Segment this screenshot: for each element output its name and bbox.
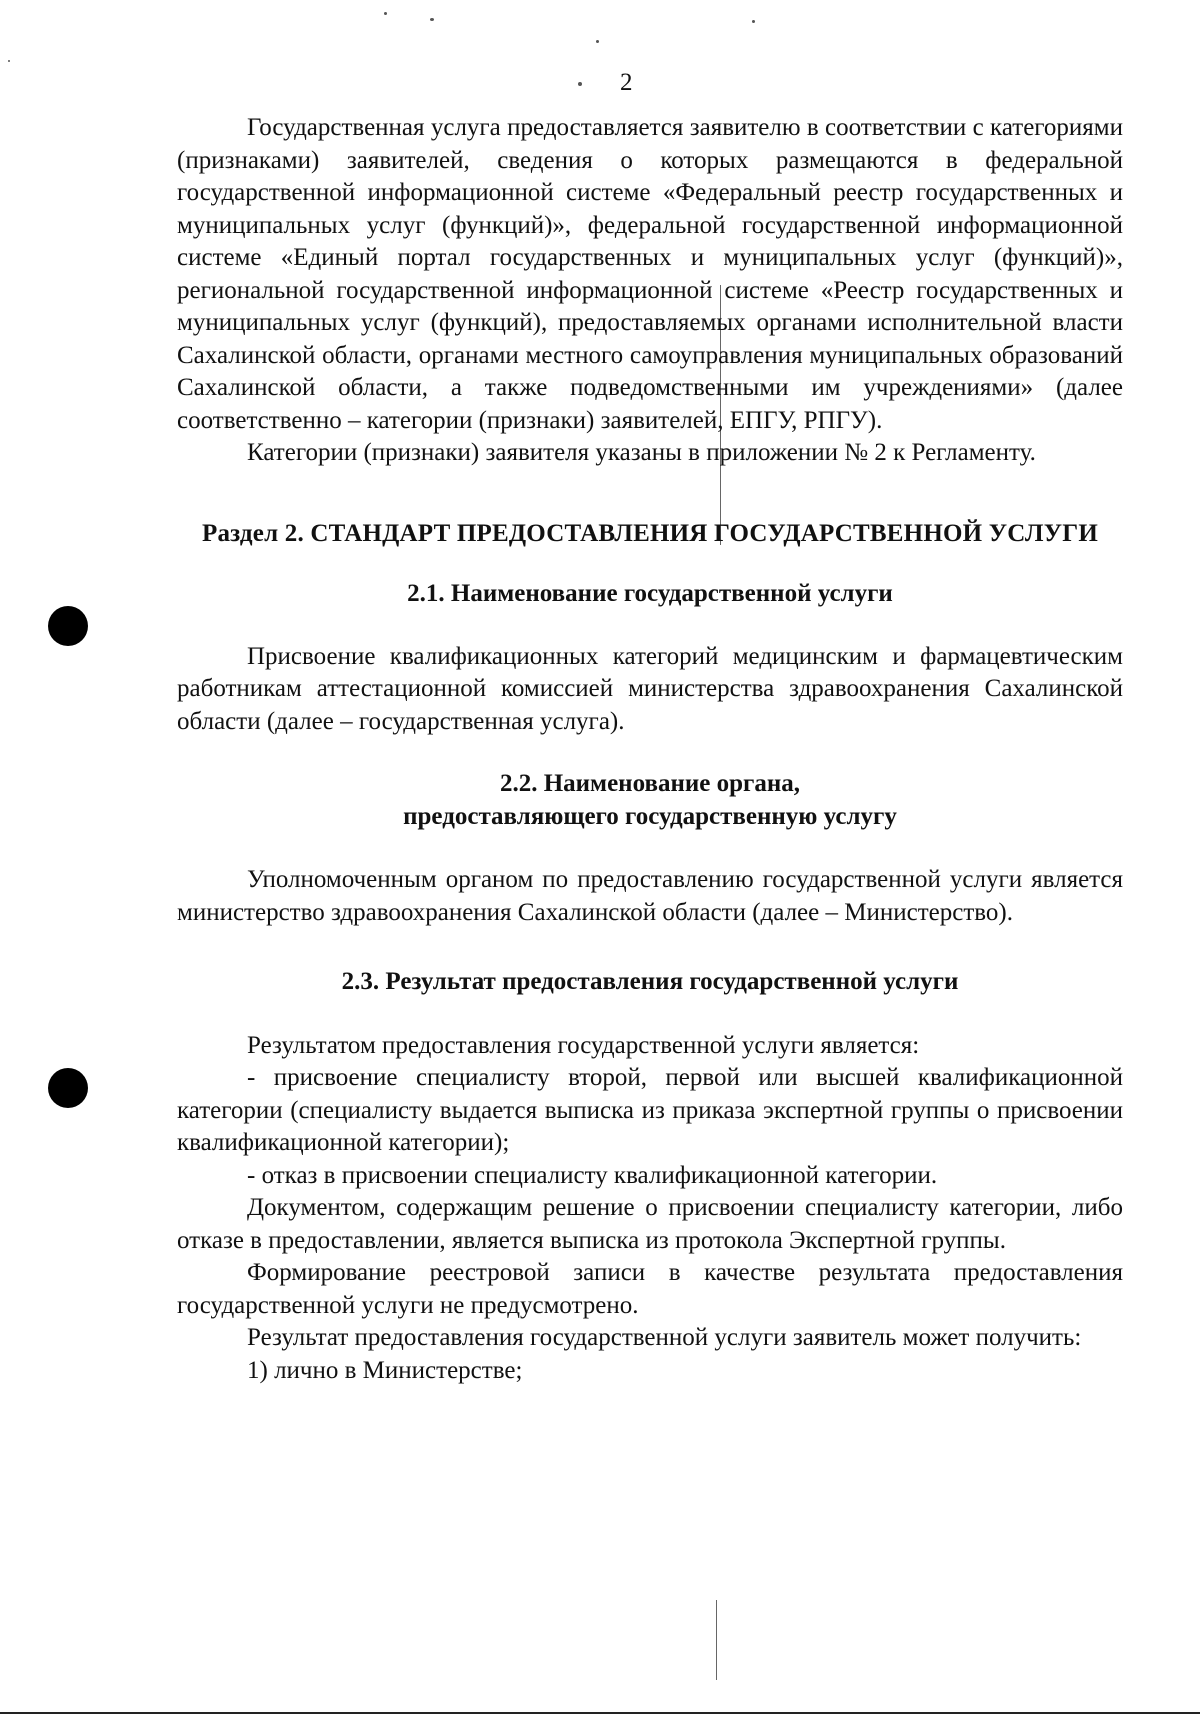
subsection-2-1-title: 2.1. Наименование государственной услуги (407, 580, 893, 607)
subsection-2-2-title-line-1: 2.2. Наименование органа, (499, 770, 801, 797)
section-heading: Раздел 2. СТАНДАРТ ПРЕДОСТАВЛЕНИЯ ГОСУДАРСТВЕННОЙ УСЛУГИ (201, 519, 1099, 547)
page-number: 2 (620, 69, 633, 96)
scan-speck (752, 20, 755, 23)
scan-speck (596, 40, 599, 43)
subsection-2-3-paragraph: - присвоение специалисту второй, первой или высшей квалификационной категории (специалисту выдается выписка из приказа экспертной группы о присвоении квалификационной категории); (177, 1064, 1123, 1156)
subsection-2-3-paragraph: 1) лично в Министерстве; (247, 1356, 523, 1384)
scan-speck (384, 12, 387, 15)
subsection-2-1-text: Присвоение квалификационных категорий медицинским и фармацевтическим работникам аттестационной комиссией министерства здравоохранения Сахалинской области (далее – государственная услуга). (177, 642, 1123, 735)
scan-fold-line-lower (716, 1600, 717, 1680)
page-bottom-edge (0, 1712, 1200, 1714)
subsection-2-3-paragraph: - отказ в присвоении специалисту квалификационной категории. (247, 1161, 938, 1189)
subsection-2-3-paragraph: Результат предоставления государственной услуги заявитель может получить: (247, 1324, 1082, 1351)
intro-paragraph-appendix-reference: Категории (признаки) заявителя указаны в приложении № 2 к Регламенту. (247, 439, 1036, 466)
scan-speck (430, 18, 434, 21)
punch-hole-top (48, 606, 88, 646)
subsection-2-2-title-line-2: предоставляющего государственную услугу (403, 802, 897, 830)
subsection-2-3-paragraph: Формирование реестровой записи в качестве результата предоставления государственной услуги не предусмотрено. (177, 1259, 1123, 1319)
punch-hole-bottom (48, 1068, 88, 1108)
subsection-2-3-title: 2.3. Результат предоставления государственной услуги (341, 968, 959, 995)
scan-speck (8, 60, 10, 62)
subsection-2-3-paragraph: Документом, содержащим решение о присвоении специалисту категории, либо отказе в предоставлении, является выписка из протокола Экспертной группы. (177, 1194, 1123, 1254)
subsection-2-2-text: Уполномоченным органом по предоставлению государственной услуги является министерство здравоохранения Сахалинской области (далее – Министерство). (177, 866, 1123, 926)
intro-paragraph-applicant-categories: Государственная услуга предоставляется заявителю в соответствии с категориями (признаками) заявителей, сведения о которых размещаются в федеральной государственной информационной системе «Федеральный реестр государственных и муниципальных услуг (функций)», федеральной государственной информационной системе «Единый портал государственных и муниципальных услуг (функций)», региональной государственной информационной системе «Реестр государственных и муниципальных услуг (функций), предоставляемых органами исполнительной власти Сахалинской области, органами местного самоуправления муниципальных образований Сахалинской области, а также подведомственными им учреждениями» (далее соответственно – категории (признаки) заявителей, ЕПГУ, РПГУ). (177, 114, 1123, 434)
document-body (177, 112, 1123, 1387)
scan-speck (578, 82, 582, 86)
subsection-2-3-paragraph: Результатом предоставления государственной услуги является: (247, 1031, 920, 1059)
